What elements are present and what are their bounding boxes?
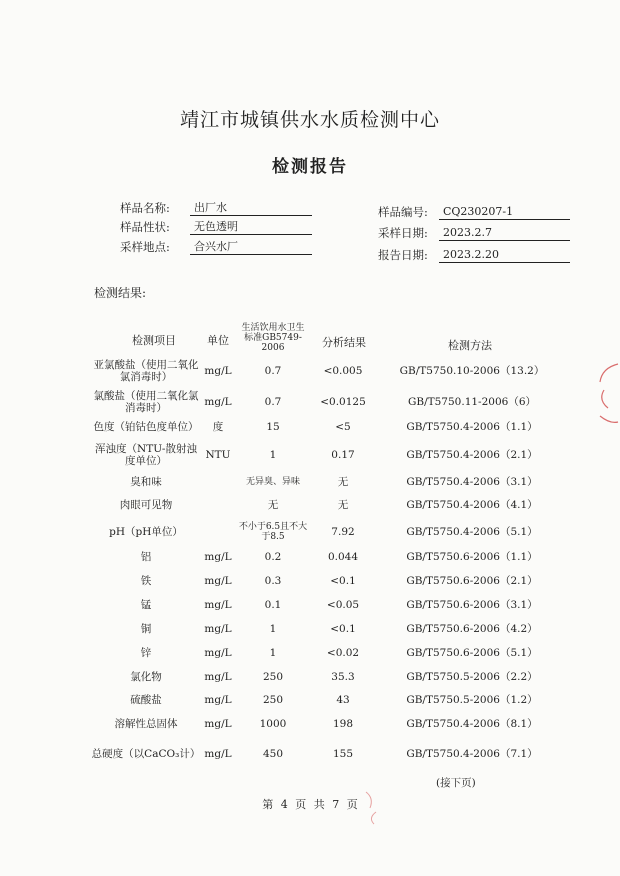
row-result: 无 <box>337 476 349 488</box>
row-method: GB/T5750.5-2006（1.2） <box>406 694 538 706</box>
row-unit: 度 <box>212 421 224 433</box>
sampling-site-label: 采样地点: <box>120 240 170 254</box>
row-standard: 无异臭、异味 <box>245 477 300 487</box>
sampling-site-value: 合兴水厂 <box>190 239 312 255</box>
row-result: <0.1 <box>330 575 356 587</box>
sample-property-value: 无色透明 <box>190 219 312 235</box>
row-standard: 0.2 <box>264 551 282 563</box>
row-unit <box>200 497 236 513</box>
column-header-item: 检测项目 <box>132 334 176 347</box>
sample-name-value: 出厂水 <box>190 200 312 216</box>
row-item: 铁 <box>140 575 152 587</box>
row-unit: mg/L <box>204 748 232 760</box>
row-unit: mg/L <box>204 396 232 408</box>
row-item: 色度（铂钴色度单位） <box>93 421 199 433</box>
row-item: 亚氯酸盐（使用二氧化氯消毒时） <box>93 359 199 383</box>
row-method: GB/T5750.5-2006（2.2） <box>406 671 538 683</box>
row-result: 无 <box>337 499 349 511</box>
row-unit <box>200 521 236 543</box>
row-item: 臭和味 <box>130 476 162 488</box>
row-result: 43 <box>336 694 350 706</box>
row-standard: 450 <box>262 748 284 760</box>
row-unit: mg/L <box>204 671 232 683</box>
row-unit: mg/L <box>204 718 232 730</box>
sample-property-label: 样品性状: <box>120 220 170 234</box>
row-result: 155 <box>332 748 354 760</box>
row-result: <5 <box>335 421 351 433</box>
row-item: 肉眼可见物 <box>119 499 173 511</box>
row-standard: 1 <box>269 449 277 461</box>
row-standard: 250 <box>262 694 284 706</box>
row-standard: 1000 <box>259 718 287 730</box>
row-unit: mg/L <box>204 599 232 611</box>
sampling-date-value: 2023.2.7 <box>439 225 570 241</box>
row-unit: mg/L <box>204 551 232 563</box>
row-method: GB/T5750.4-2006（7.1） <box>406 748 538 760</box>
report-date-value: 2023.2.20 <box>439 247 570 263</box>
row-standard: 0.7 <box>264 365 282 377</box>
row-result: <0.02 <box>326 647 360 659</box>
row-method: GB/T5750.10-2006（13.2） <box>399 365 545 377</box>
row-standard: 0.1 <box>264 599 282 611</box>
row-item: 硫酸盐 <box>130 694 162 706</box>
row-method: GB/T5750.6-2006（3.1） <box>406 599 538 611</box>
row-item: 总硬度（以CaCO₃计） <box>91 748 201 760</box>
row-standard: 1 <box>269 623 277 635</box>
sample-number-value: CQ230207-1 <box>439 204 570 220</box>
column-header-result: 分析结果 <box>322 336 366 349</box>
row-item: 锰 <box>140 599 152 611</box>
sampling-date-label: 采样日期: <box>378 226 428 240</box>
row-result: <0.1 <box>330 623 356 635</box>
sample-number-label: 样品编号: <box>378 205 428 219</box>
row-item: pH（pH单位） <box>109 526 183 538</box>
stamp-fragment-icon <box>360 788 384 828</box>
row-method: GB/T5750.6-2006（4.2） <box>406 623 538 635</box>
row-unit: mg/L <box>204 365 232 377</box>
row-method: GB/T5750.6-2006（2.1） <box>406 575 538 587</box>
row-standard: 250 <box>262 671 284 683</box>
row-standard: 不小于6.5且不大于8.5 <box>238 522 308 542</box>
row-unit: mg/L <box>204 575 232 587</box>
row-method: GB/T5750.6-2006（5.1） <box>406 647 538 659</box>
row-method: GB/T5750.4-2006（2.1） <box>406 449 538 461</box>
continued-note: (接下页) <box>436 777 476 789</box>
row-result: 0.17 <box>331 449 355 461</box>
row-item: 氯化物 <box>130 671 162 683</box>
row-result: <0.005 <box>323 365 363 377</box>
row-unit: mg/L <box>204 623 232 635</box>
row-unit: NTU <box>205 449 231 461</box>
row-item: 铜 <box>140 623 152 635</box>
row-item: 氯酸盐（使用二氧化氯消毒时） <box>93 390 199 414</box>
row-result: 7.92 <box>331 526 355 538</box>
organization-name: 靖江市城镇供水水质检测中心 <box>179 109 440 131</box>
row-method: GB/T5750.4-2006（3.1） <box>406 476 538 488</box>
row-standard: 15 <box>266 421 280 433</box>
row-method: GB/T5750.4-2006（4.1） <box>406 499 538 511</box>
row-result: 35.3 <box>331 671 355 683</box>
row-result: 0.044 <box>327 551 359 563</box>
row-method: GB/T5750.4-2006（1.1） <box>406 421 538 433</box>
row-method: GB/T5750.4-2006（5.1） <box>406 526 538 538</box>
stamp-mark-icon <box>590 360 620 430</box>
column-header-method: 检测方法 <box>448 339 492 352</box>
column-header-standard: 生活饮用水卫生标准GB5749-2006 <box>241 323 305 353</box>
sample-name-label: 样品名称: <box>120 201 170 215</box>
row-standard: 1 <box>269 647 277 659</box>
page-number: 第 4 页 共 7 页 <box>262 798 358 811</box>
row-standard: 无 <box>267 499 279 511</box>
row-unit: mg/L <box>204 694 232 706</box>
report-date-label: 报告日期: <box>378 248 428 262</box>
row-standard: 0.3 <box>264 575 282 587</box>
row-result: <0.05 <box>326 599 360 611</box>
row-method: GB/T5750.4-2006（8.1） <box>406 718 538 730</box>
row-item: 铝 <box>140 551 152 563</box>
row-unit: mg/L <box>204 647 232 659</box>
row-method: GB/T5750.11-2006（6） <box>407 396 536 408</box>
row-unit <box>200 474 236 490</box>
row-result: <0.0125 <box>320 396 366 408</box>
row-item: 锌 <box>140 647 152 659</box>
row-result: 198 <box>332 718 354 730</box>
row-item: 溶解性总固体 <box>114 718 178 730</box>
row-item: 浑浊度（NTU-散射浊度单位） <box>95 443 197 467</box>
results-section-title: 检测结果: <box>94 286 147 300</box>
row-standard: 0.7 <box>264 396 282 408</box>
column-header-unit: 单位 <box>207 334 229 347</box>
row-method: GB/T5750.6-2006（1.1） <box>406 551 538 563</box>
report-title: 检测报告 <box>272 157 348 177</box>
